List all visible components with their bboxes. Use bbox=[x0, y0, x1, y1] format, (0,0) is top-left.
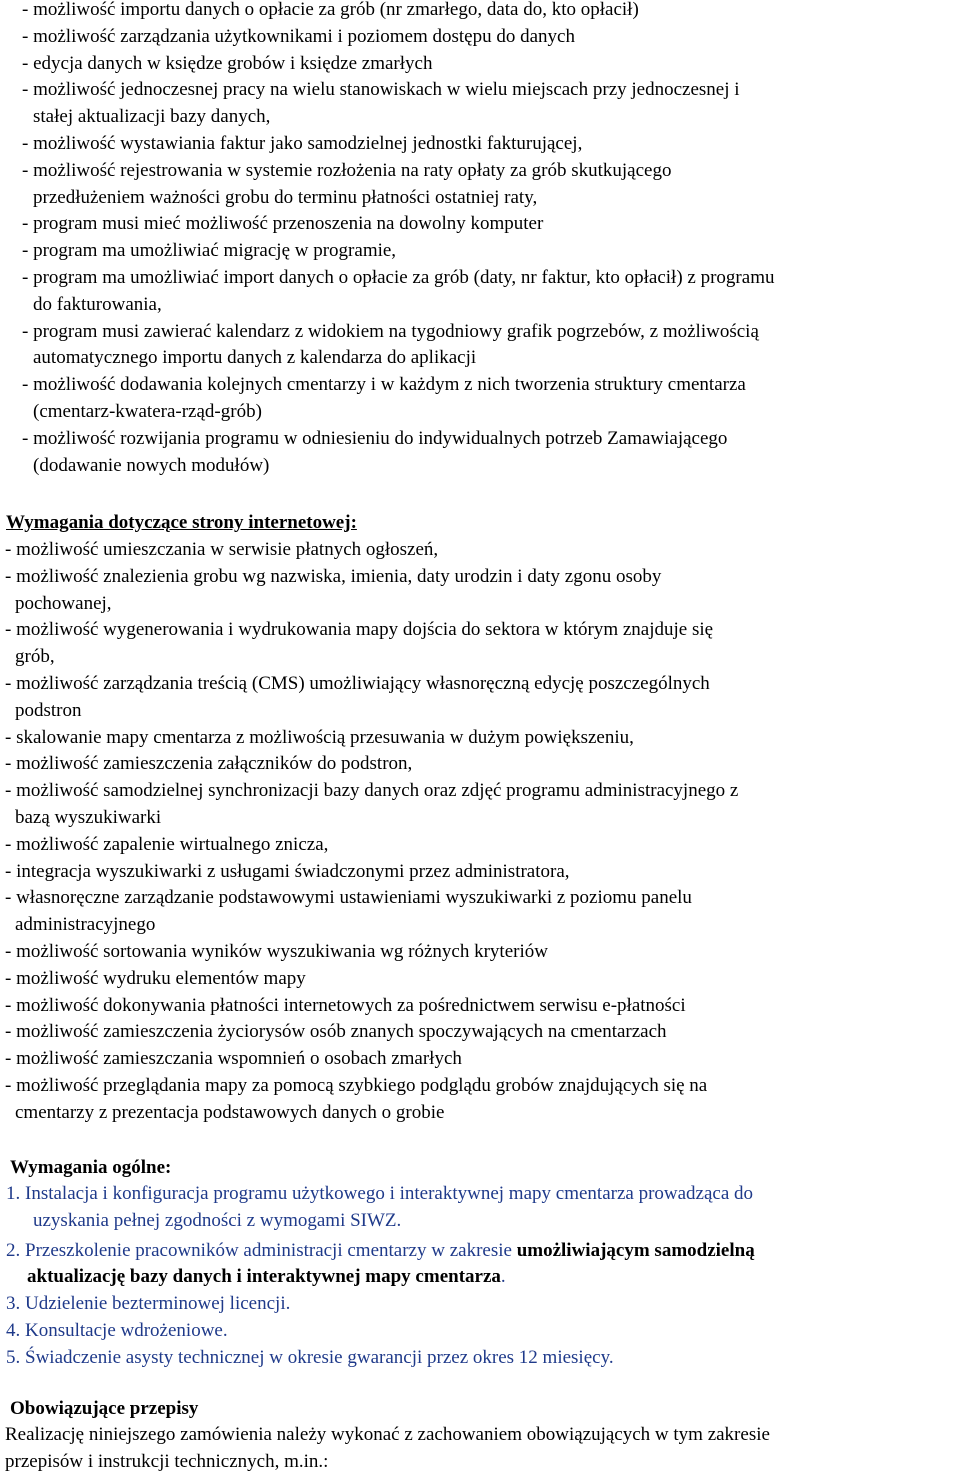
list-item bbox=[5, 671, 738, 725]
list-item-line: - możliwość samodzielnej synchronizacji bazy danych oraz zdjęć programu administracyjnego z bbox=[5, 780, 739, 802]
list-item-line: uzyskania pełnej zgodności z wymogami SIWZ. bbox=[33, 1209, 402, 1231]
item-number: 5. bbox=[6, 1346, 21, 1368]
list-item bbox=[5, 1073, 738, 1127]
list-item bbox=[22, 238, 774, 265]
list-item-line: - możliwość wystawiania faktur jako samodzielnej jednostki fakturującej, bbox=[22, 132, 583, 154]
list-item-line: - możliwość wydruku elementów mapy bbox=[5, 967, 306, 989]
list-item-line: - możliwość zamieszczenia załączników do podstron, bbox=[5, 753, 413, 775]
list-item-line: - możliwość znalezienia grobu wg nazwiska, imienia, daty urodzin i daty zgonu osoby bbox=[5, 565, 662, 587]
section-heading-website bbox=[6, 510, 357, 537]
list-item bbox=[22, 51, 774, 78]
list-item bbox=[22, 426, 774, 480]
list-item bbox=[6, 1345, 755, 1372]
regulations-paragraph bbox=[5, 1422, 770, 1476]
list-item bbox=[5, 885, 738, 939]
list-item-line: automatycznego importu danych z kalendarza do aplikacji bbox=[33, 347, 477, 369]
list-item-line: - możliwość jednoczesnej pracy na wielu stanowiskach w wielu miejscach przy jednoczesnej i bbox=[22, 79, 740, 101]
paragraph-line: przepisów i instrukcji technicznych, m.in.: bbox=[5, 1450, 329, 1472]
list-item-line: administracyjnego bbox=[15, 914, 156, 936]
list-item-line: - program musi zawierać kalendarz z widokiem na tygodniowy grafik pogrzebów, z możliwością bbox=[22, 320, 759, 342]
list-item-line: bazą wyszukiwarki bbox=[15, 806, 162, 828]
list-item bbox=[5, 751, 738, 778]
heading-text: Wymagania ogólne: bbox=[10, 1157, 172, 1178]
list-item-line bbox=[6, 1238, 755, 1265]
list-item-line: - możliwość zarządzania użytkownikami i poziomem dostępu do danych bbox=[22, 25, 575, 47]
item-bold-text: aktualizację bazy danych i interaktywnej mapy cmentarza bbox=[27, 1266, 501, 1288]
website-requirements-list bbox=[5, 537, 738, 1127]
paragraph-line: Realizację niniejszego zamówienia należy wykonać z zachowaniem obowiązujących w tym zakresie bbox=[5, 1424, 770, 1445]
list-item-line: podstron bbox=[15, 699, 82, 721]
list-item-line: - możliwość zamieszczania wspomnień o osobach zmarłych bbox=[5, 1048, 462, 1070]
list-item-line: - możliwość dodawania kolejnych cmentarzy i w każdym z nich tworzenia struktury cmentarza bbox=[22, 374, 746, 396]
list-item-line: do fakturowania, bbox=[33, 293, 162, 315]
section-heading-general bbox=[10, 1155, 171, 1182]
list-item-line: - możliwość importu danych o opłacie za grób (nr zmarłego, data do, kto opłacił) bbox=[22, 0, 639, 20]
item-number: 2. bbox=[6, 1239, 21, 1261]
item-text: Udzielenie bezterminowej licencji. bbox=[25, 1293, 291, 1315]
list-item-line: - program ma umożliwiać import danych o opłacie za grób (daty, nr faktur, kto opłacił) z programu bbox=[22, 266, 775, 288]
list-item-line: przedłużeniem ważności grobu do terminu płatności ostatniej raty, bbox=[33, 186, 538, 208]
list-item-line: - możliwość dokonywania płatności internetowych za pośrednictwem serwisu e-płatności bbox=[5, 994, 686, 1016]
list-item-line: - możliwość wygenerowania i wydrukowania mapy dojścia do sektora w którym znajduje się bbox=[5, 619, 714, 641]
item-number: 4. bbox=[6, 1319, 21, 1341]
general-requirements-list bbox=[6, 1181, 755, 1372]
list-item-line: cmentarzy z prezentacja podstawowych danych o grobie bbox=[15, 1101, 445, 1123]
list-item-line: - skalowanie mapy cmentarza z możliwością przesuwania w dużym powiększeniu, bbox=[5, 726, 634, 748]
list-item bbox=[5, 537, 738, 564]
list-item-line: - możliwość przeglądania mapy za pomocą szybkiego podglądu grobów znajdujących się na bbox=[5, 1074, 708, 1096]
list-item-line bbox=[6, 1345, 755, 1372]
list-item bbox=[22, 24, 774, 51]
list-item-line: (cmentarz-kwatera-rząd-grób) bbox=[33, 400, 262, 422]
list-item bbox=[5, 778, 738, 832]
item-text-end: . bbox=[500, 1266, 506, 1288]
list-item-line: pochowanej, bbox=[15, 592, 112, 614]
list-item bbox=[5, 859, 738, 886]
list-item-line: - możliwość zarządzania treścią (CMS) umożliwiający własnoręczną edycję poszczególnych bbox=[5, 672, 710, 694]
list-item-line: stałej aktualizacji bazy danych, bbox=[33, 106, 271, 128]
list-item bbox=[5, 966, 738, 993]
list-item-line: grób, bbox=[15, 646, 55, 668]
list-item bbox=[22, 77, 774, 131]
list-item bbox=[22, 158, 774, 212]
list-item-line: - możliwość zapalenie wirtualnego znicza, bbox=[5, 833, 329, 855]
section-heading-regulations bbox=[10, 1396, 198, 1423]
item-number: 3. bbox=[6, 1293, 21, 1315]
list-item-line: - integracja wyszukiwarki z usługami świadczonymi przez administratora, bbox=[5, 860, 570, 882]
list-item bbox=[5, 725, 738, 752]
list-item-line bbox=[6, 1291, 755, 1318]
list-item-line: - możliwość rozwijania programu w odniesieniu do indywidualnych potrzeb Zamawiającego bbox=[22, 427, 728, 449]
list-item-line bbox=[6, 1318, 755, 1345]
list-item-line: (dodawanie nowych modułów) bbox=[33, 454, 270, 476]
item-text: Instalacja i konfiguracja programu użytkowego i interaktywnej mapy cmentarza prowadząca do bbox=[25, 1183, 754, 1204]
list-item bbox=[5, 564, 738, 618]
list-item bbox=[22, 0, 774, 24]
list-item bbox=[6, 1238, 755, 1292]
list-item bbox=[5, 617, 738, 671]
list-item bbox=[5, 993, 738, 1020]
list-item bbox=[6, 1318, 755, 1345]
list-item-line: - możliwość rejestrowania w systemie rozłożenia na raty opłaty za grób skutkującego bbox=[22, 159, 672, 181]
list-item-line: - program ma umożliwiać migrację w programie, bbox=[22, 240, 397, 262]
list-item bbox=[5, 1019, 738, 1046]
item-text: Konsultacje wdrożeniowe. bbox=[25, 1319, 228, 1341]
item-text: Przeszkolenie pracowników administracji cmentarzy w zakresie bbox=[25, 1239, 512, 1261]
list-item bbox=[5, 939, 738, 966]
list-item bbox=[5, 1046, 738, 1073]
item-number: 1. bbox=[6, 1183, 21, 1204]
list-item bbox=[22, 211, 774, 238]
list-item-line: - możliwość sortowania wyników wyszukiwania wg różnych kryteriów bbox=[5, 940, 548, 962]
heading-text: Wymagania dotyczące strony internetowej: bbox=[6, 512, 357, 533]
list-item bbox=[22, 372, 774, 426]
list-item-line: - możliwość zamieszczenia życiorysów osób znanych spoczywających na cmentarzach bbox=[5, 1021, 667, 1043]
list-item bbox=[22, 319, 774, 373]
list-item-line: - edycja danych w księdze grobów i księdze zmarłych bbox=[22, 52, 433, 74]
list-item bbox=[22, 131, 774, 158]
list-item bbox=[5, 832, 738, 859]
list-item-line bbox=[6, 1181, 755, 1208]
heading-text: Obowiązujące przepisy bbox=[10, 1398, 199, 1419]
list-item bbox=[6, 1291, 755, 1318]
list-item-line: - możliwość umieszczania w serwisie płatnych ogłoszeń, bbox=[5, 539, 439, 560]
list-item-line: - program musi mieć możliwość przenoszenia na dowolny komputer bbox=[22, 213, 544, 235]
list-item-line bbox=[6, 1264, 755, 1291]
list-item bbox=[22, 265, 774, 319]
item-text: Świadczenie asysty technicznej w okresie gwarancji przez okres 12 miesięcy. bbox=[25, 1346, 614, 1368]
list-item bbox=[6, 1181, 755, 1235]
item-bold-text: umożliwiającym samodzielną bbox=[516, 1239, 755, 1261]
list-item-line: - własnoręczne zarządzanie podstawowymi ustawieniami wyszukiwarki z poziomu panelu bbox=[5, 887, 692, 909]
system-requirements-list bbox=[22, 0, 774, 479]
